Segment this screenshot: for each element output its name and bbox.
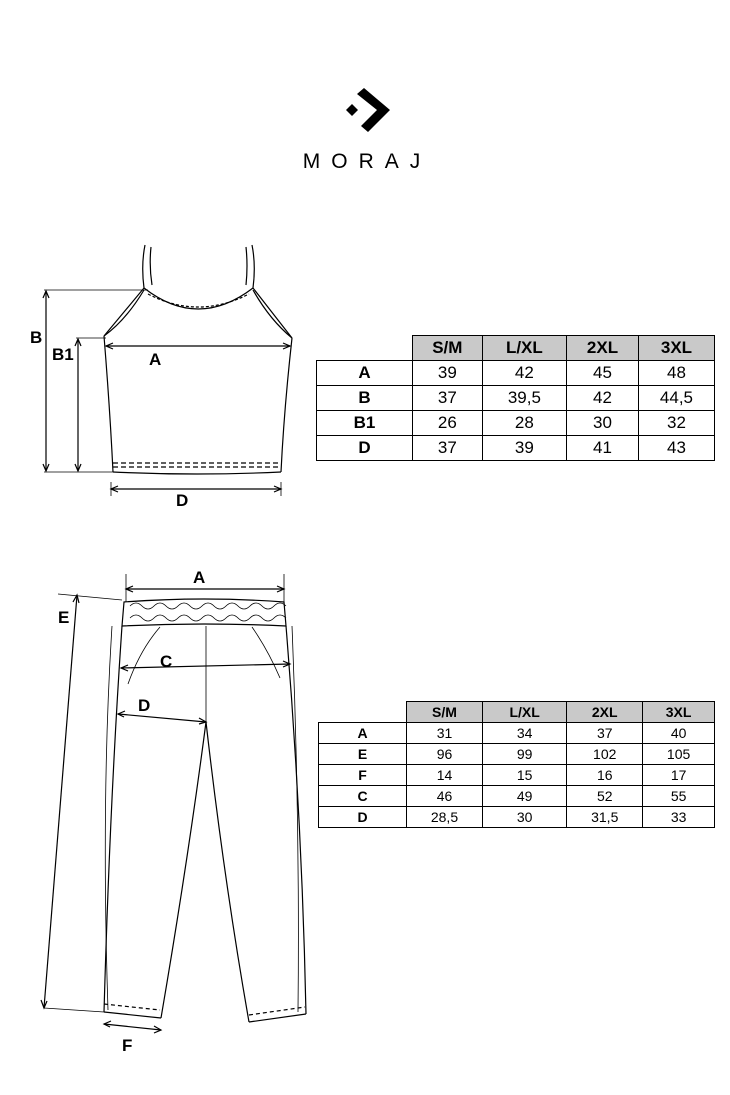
table-cell: 105 xyxy=(643,744,715,765)
row-label: C xyxy=(319,786,407,807)
table-cell: 37 xyxy=(567,723,643,744)
table-row xyxy=(319,786,715,807)
pants-label-d: D xyxy=(138,696,151,715)
table-cell: 15 xyxy=(482,765,566,786)
column-header: 2XL xyxy=(567,702,643,723)
table-cell: 16 xyxy=(567,765,643,786)
table-cell: 96 xyxy=(407,744,483,765)
top-label-b1: B1 xyxy=(52,345,74,364)
table-row xyxy=(317,386,715,411)
top-size-table xyxy=(316,335,715,461)
table-cell: 34 xyxy=(482,723,566,744)
table-row xyxy=(317,436,715,461)
table-cell: 52 xyxy=(567,786,643,807)
table-row xyxy=(319,765,715,786)
table-cell: 40 xyxy=(643,723,715,744)
table-cell: 102 xyxy=(567,744,643,765)
table-cell: 30 xyxy=(482,807,566,828)
table-cell: 42 xyxy=(482,361,566,386)
pants-label-e: E xyxy=(58,608,70,627)
table-cell: 48 xyxy=(638,361,714,386)
table-header-row xyxy=(317,336,715,361)
table-cell: 39,5 xyxy=(482,386,566,411)
top-label-a: A xyxy=(149,350,162,369)
column-header: 3XL xyxy=(643,702,715,723)
row-label: D xyxy=(319,807,407,828)
pants-drawing xyxy=(41,574,306,1033)
table-row xyxy=(319,744,715,765)
row-label: B1 xyxy=(317,411,413,436)
table-cell: 31,5 xyxy=(567,807,643,828)
row-label: E xyxy=(319,744,407,765)
table-cell: 41 xyxy=(567,436,639,461)
pants-label-f: F xyxy=(122,1036,133,1055)
table-row xyxy=(317,411,715,436)
tank-top-drawing xyxy=(43,245,292,496)
table-cell: 14 xyxy=(407,765,483,786)
table-cell: 43 xyxy=(638,436,714,461)
table-cell: 46 xyxy=(407,786,483,807)
row-label: F xyxy=(319,765,407,786)
top-label-d: D xyxy=(176,491,189,510)
table-header-row xyxy=(319,702,715,723)
table-cell: 99 xyxy=(482,744,566,765)
table-cell: 31 xyxy=(407,723,483,744)
table-cell: 17 xyxy=(643,765,715,786)
column-header: L/XL xyxy=(482,702,566,723)
row-label: D xyxy=(317,436,413,461)
table-cell: 30 xyxy=(567,411,639,436)
table-cell: 55 xyxy=(643,786,715,807)
row-label: A xyxy=(319,723,407,744)
column-header: S/M xyxy=(407,702,483,723)
table-cell: 32 xyxy=(638,411,714,436)
column-header: 3XL xyxy=(638,336,714,361)
table-cell: 37 xyxy=(413,436,483,461)
table-cell: 26 xyxy=(413,411,483,436)
table-cell: 37 xyxy=(413,386,483,411)
table-cell: 39 xyxy=(413,361,483,386)
table-cell: 42 xyxy=(567,386,639,411)
table-cell: 44,5 xyxy=(638,386,714,411)
pants-label-c: C xyxy=(160,652,173,671)
table-cell: 45 xyxy=(567,361,639,386)
brand-name: MORAJ xyxy=(302,150,432,173)
table-cell: 39 xyxy=(482,436,566,461)
table-cell: 49 xyxy=(482,786,566,807)
table-cell: 33 xyxy=(643,807,715,828)
table-row xyxy=(319,723,715,744)
column-header: L/XL xyxy=(482,336,566,361)
row-label: A xyxy=(317,361,413,386)
pants-size-table xyxy=(318,701,715,828)
table-row xyxy=(317,361,715,386)
column-header: 2XL xyxy=(567,336,639,361)
top-label-b: B xyxy=(30,328,43,347)
table-cell: 28 xyxy=(482,411,566,436)
row-label: B xyxy=(317,386,413,411)
table-row xyxy=(319,807,715,828)
pants-label-a: A xyxy=(193,568,206,587)
table-cell: 28,5 xyxy=(407,807,483,828)
column-header: S/M xyxy=(413,336,483,361)
